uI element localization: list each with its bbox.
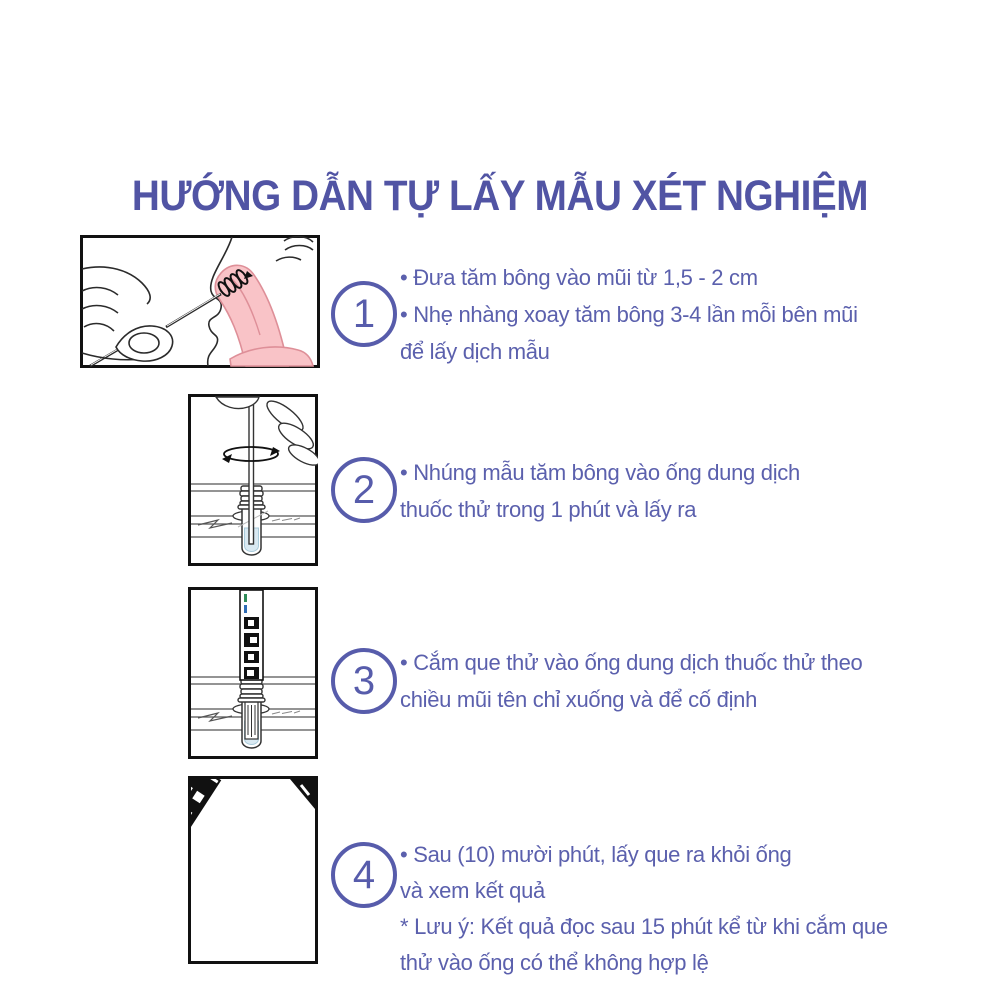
step2-number-badge xyxy=(331,457,397,523)
step1-line1: • Đưa tăm bông vào mũi từ 1,5 - 2 cm xyxy=(400,265,758,290)
step1-line3: để lấy dịch mẫu xyxy=(400,339,550,364)
step4-line3: * Lưu ý: Kết quả đọc sau 15 phút kể từ khi cắm que xyxy=(400,914,888,939)
step2-number: 2 xyxy=(352,467,376,512)
step2-text xyxy=(400,454,800,528)
step4-line4: thử vào ống có thể không hợp lệ xyxy=(400,950,709,975)
step3-number: 3 xyxy=(352,658,376,703)
swab-stick xyxy=(249,398,254,544)
step2-line1: • Nhúng mẫu tăm bông vào ống dung dịch xyxy=(400,460,800,485)
step1-number-badge xyxy=(331,281,397,347)
step2-illustration-dip-swab-in-tube xyxy=(188,394,318,566)
step4-number-badge xyxy=(331,842,397,908)
step3-line2: chiều mũi tên chỉ xuống và để cố định xyxy=(400,687,758,712)
step3-number-badge xyxy=(331,648,397,714)
step3-text xyxy=(400,644,862,718)
step3-illustration-strip-in-tube xyxy=(188,587,318,759)
step3-line1: • Cắm que thử vào ống dung dịch thuốc thử theo xyxy=(400,650,863,675)
step2-line2: thuốc thử trong 1 phút và lấy ra xyxy=(400,497,697,522)
step4-text xyxy=(400,837,888,981)
page-title-text: HƯỚNG DẪN TỰ LẤY MẪU XÉT NGHIỆM xyxy=(131,172,869,220)
step1-illustration-nasal-swab-in-nose xyxy=(80,235,320,368)
nasal-swab-illustration xyxy=(80,235,320,368)
thumbnail xyxy=(129,333,159,353)
tube-neck xyxy=(238,679,265,702)
step4-line2: và xem kết quả xyxy=(400,878,545,903)
test-strip xyxy=(240,590,263,680)
step1-number: 1 xyxy=(352,291,376,336)
step1-text xyxy=(400,259,858,370)
result-strip-illustration xyxy=(188,776,318,964)
test-strip-in-tube-illustration xyxy=(188,587,318,759)
step4-number: 4 xyxy=(352,852,376,897)
step4-line1: • Sau (10) mười phút, lấy que ra khỏi ống xyxy=(400,842,792,867)
step1-line2: • Nhẹ nhàng xoay tăm bông 3-4 lần mỗi bên mũi xyxy=(400,302,858,327)
step4-illustration-result-strip xyxy=(188,776,318,964)
swab-in-tube-illustration xyxy=(188,394,318,566)
page-title xyxy=(0,172,1000,221)
